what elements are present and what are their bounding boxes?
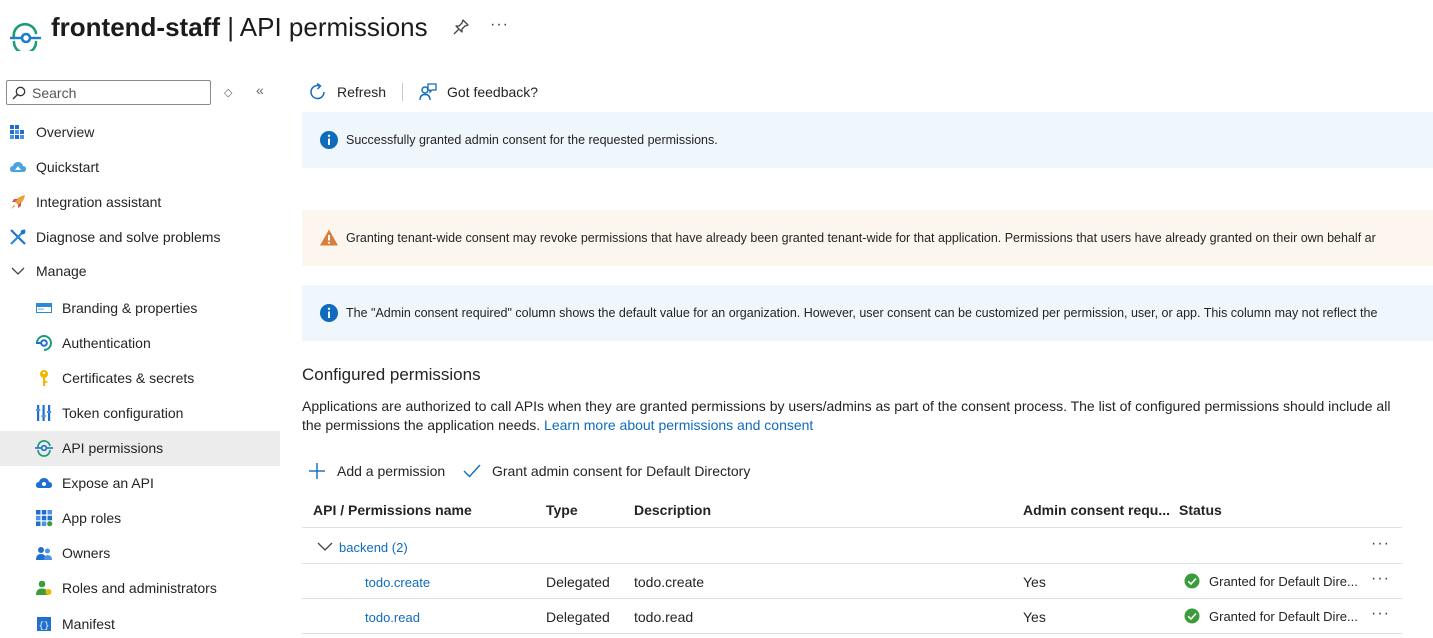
sidebar-item-label: Quickstart (36, 159, 100, 175)
permission-type: Delegated (546, 574, 610, 590)
info-banner (302, 285, 1433, 341)
sidebar-item-branding[interactable] (0, 291, 280, 326)
feedback-button[interactable] (418, 78, 538, 106)
column-header-type[interactable]: Type (546, 502, 578, 518)
info-icon (319, 130, 339, 150)
owners-people-icon (35, 544, 53, 562)
feedback-person-icon (418, 82, 438, 102)
warning-banner (302, 210, 1433, 266)
authentication-icon (35, 334, 53, 352)
page-title (51, 10, 428, 44)
table-row (302, 599, 1402, 634)
sidebar-item-label: Integration assistant (36, 194, 162, 210)
refresh-icon (308, 82, 328, 102)
status-text: Granted for Default Dire... (1209, 573, 1358, 589)
sidebar-item-overview[interactable] (0, 115, 280, 150)
key-icon (35, 369, 53, 387)
sidebar-item-expose-api[interactable] (0, 466, 280, 501)
sidebar (0, 70, 280, 638)
feedback-label: Got feedback? (447, 84, 539, 100)
pin-icon[interactable] (452, 18, 470, 36)
learn-more-link[interactable]: Learn more about permissions and consent (544, 417, 814, 433)
page-title-text: API permissions (239, 12, 428, 42)
search-icon (12, 86, 26, 100)
sidebar-item-app-roles[interactable] (0, 501, 280, 536)
token-bars-icon (35, 404, 53, 422)
column-header-name[interactable]: API / Permissions name (313, 502, 472, 518)
checkmark-icon (463, 462, 481, 480)
permission-description: todo.create (634, 574, 705, 590)
rocket-icon (9, 193, 27, 211)
admin-consent-value: Yes (1023, 574, 1046, 590)
expand-toggle-icon[interactable]: ◇ (224, 87, 233, 99)
column-header-description[interactable]: Description (634, 502, 712, 518)
sidebar-item-label: Manage (36, 263, 87, 279)
success-check-icon (1184, 608, 1200, 624)
quickstart-cloud-icon (9, 158, 27, 176)
grant-admin-consent-button[interactable] (463, 459, 750, 483)
app-roles-grid-icon (35, 509, 53, 527)
refresh-label: Refresh (337, 84, 387, 100)
overview-grid-icon (9, 123, 27, 141)
add-permission-button[interactable] (308, 459, 445, 483)
title-separator: | (227, 12, 234, 42)
success-banner (302, 112, 1433, 168)
grant-admin-consent-label: Grant admin consent for Default Directory (492, 463, 751, 479)
expose-api-cloud-icon (35, 474, 53, 492)
roles-admin-icon (35, 579, 53, 597)
permission-name-link[interactable]: todo.read (365, 610, 420, 625)
sidebar-item-manifest[interactable] (0, 607, 280, 638)
table-group-row (302, 529, 1402, 564)
sidebar-item-api-permissions[interactable] (0, 431, 280, 466)
description-text: Applications are authorized to call APIs when they are granted permissions by users/admins as part of the consent process. The list of configured permissions should include all the permissions the application needs. (302, 398, 1391, 433)
plus-icon (308, 462, 326, 480)
sidebar-item-label: Branding & properties (62, 300, 198, 316)
permission-description: todo.read (634, 609, 694, 625)
warning-banner-text: Granting tenant-wide consent may revoke permissions that have already been granted tenant-wide for that application. Permissions that users have already granted on their own behalf ar (346, 231, 1376, 245)
sidebar-item-label: App roles (62, 510, 122, 526)
status-cell (1184, 573, 1364, 589)
collapse-sidebar-icon[interactable]: « (256, 82, 264, 98)
configured-permissions-description (302, 397, 1402, 435)
api-permissions-icon (35, 439, 53, 457)
sidebar-item-label: API permissions (62, 440, 164, 456)
sidebar-item-owners[interactable] (0, 536, 280, 571)
sidebar-item-diagnose[interactable] (0, 220, 280, 255)
page-header (0, 0, 1433, 60)
command-bar (300, 78, 1000, 106)
admin-consent-value: Yes (1023, 609, 1046, 625)
status-cell (1184, 608, 1364, 624)
sidebar-item-roles-administrators[interactable] (0, 571, 280, 606)
sidebar-item-token-configuration[interactable] (0, 396, 280, 431)
configured-permissions-heading: Configured permissions (302, 365, 481, 384)
refresh-button[interactable] (308, 78, 386, 106)
permission-type: Delegated (546, 609, 610, 625)
manifest-icon (35, 615, 53, 633)
group-more-button[interactable]: ··· (1371, 535, 1390, 552)
add-permission-label: Add a permission (337, 463, 446, 479)
column-header-admin-consent[interactable]: Admin consent requ... (1023, 502, 1171, 518)
search-box[interactable] (6, 80, 211, 105)
sidebar-item-label: Overview (36, 124, 95, 140)
sidebar-item-label: Roles and administrators (62, 580, 217, 596)
svg-text:{}: {} (38, 621, 50, 631)
sidebar-item-label: Authentication (62, 335, 151, 351)
row-more-button[interactable]: ··· (1371, 605, 1390, 622)
row-more-button[interactable]: ··· (1371, 570, 1390, 587)
chevron-down-icon[interactable] (317, 541, 333, 553)
column-header-status[interactable]: Status (1179, 502, 1222, 518)
sidebar-group-manage[interactable] (0, 254, 280, 289)
wrench-icon (9, 228, 27, 246)
success-check-icon (1184, 573, 1200, 589)
sidebar-item-certificates[interactable] (0, 361, 280, 396)
sidebar-item-authentication[interactable] (0, 326, 280, 361)
sidebar-item-label: Token configuration (62, 405, 184, 421)
sidebar-item-label: Certificates & secrets (62, 370, 195, 386)
permission-actions (308, 459, 1008, 483)
header-more-button[interactable]: ··· (490, 16, 509, 33)
sidebar-item-quickstart[interactable] (0, 150, 280, 185)
app-name: frontend-staff (51, 12, 220, 42)
toolbar-divider (402, 83, 403, 101)
info-banner-text: The "Admin consent required" column shows the default value for an organization. However, user consent can be customized per permission, user, or app. This column may not reflect the (346, 306, 1378, 320)
sidebar-item-label: Diagnose and solve problems (36, 229, 221, 245)
sidebar-item-label: Owners (62, 545, 111, 561)
table-row (302, 564, 1402, 599)
permission-name-link[interactable]: todo.create (365, 575, 431, 590)
info-icon (319, 303, 339, 323)
search-input[interactable] (32, 83, 208, 102)
success-banner-text: Successfully granted admin consent for the requested permissions. (346, 133, 718, 147)
branding-icon (35, 299, 53, 317)
status-text: Granted for Default Dire... (1209, 608, 1358, 624)
sidebar-item-label: Expose an API (62, 475, 154, 491)
sidebar-item-label: Manifest (62, 616, 115, 632)
group-link-backend[interactable]: backend (2) (339, 540, 408, 555)
api-permissions-app-icon (10, 23, 42, 51)
sidebar-item-integration-assistant[interactable] (0, 185, 280, 220)
warning-icon (319, 228, 339, 248)
table-header (302, 493, 1402, 528)
chevron-down-icon (9, 262, 27, 280)
